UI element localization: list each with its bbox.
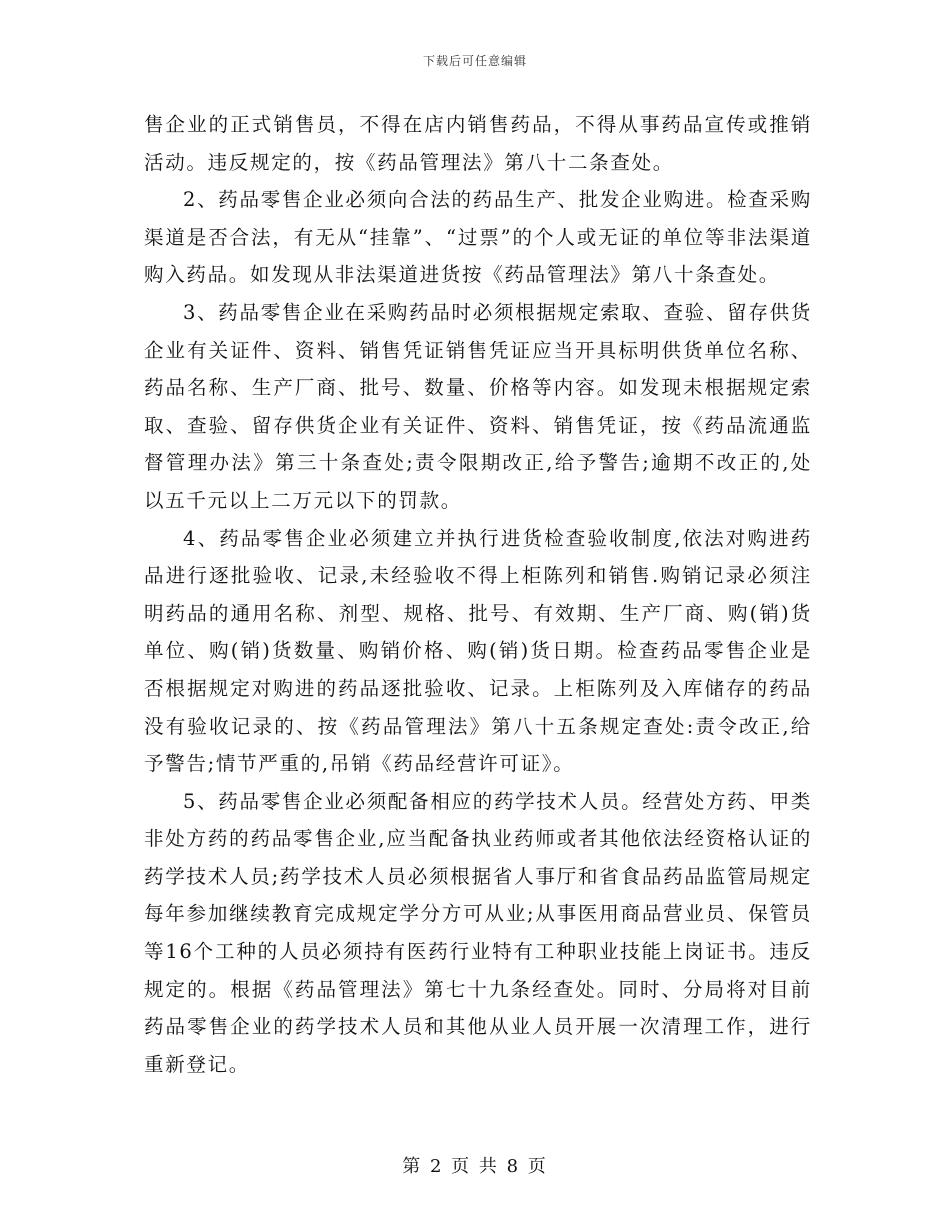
page-header: 下载后可任意编辑 <box>422 54 527 68</box>
paragraph-item-2: 2、药品零售企业必须向合法的药品生产、批发企业购进。检查采购渠道是否合法，有无从“挂靠”、“过票”的个人或无证的单位等非法渠道购入药品。如发现从非法渠道进货按《药品管理法》第八十条查处。 <box>144 188 812 287</box>
paragraph-item-5: 5、药品零售企业必须配备相应的药学技术人员。经营处方药、甲类非处方药的药品零售企业,应当配备执业药师或者其他依法经资格认证的药学技术人员;药学技术人员必须根据省人事厅和省食品药品监管局规定每年参加继续教育完成规定学分方可从业;从事医用商品营业员、保管员等16个工种的人员必须持有医药行业特有工种职业技能上岗证书。违反规定的。根据《药品管理法》第七十九条经查处。同时、分局将对目前药品零售企业的药学技术人员和其他从业人员开展一次清理工作，进行重新登记。 <box>144 789 812 1076</box>
document-body <box>144 106 812 1083</box>
page-footer: 第 2 页 共 8 页 <box>402 1156 548 1177</box>
paragraph-item-4: 4、药品零售企业必须建立并执行进货检查验收制度,依法对购进药品进行逐批验收、记录,未经验收不得上柜陈列和销售.购销记录必须注明药品的通用名称、剂型、规格、批号、有效期、生产厂商、购(销)货单位、购(销)货数量、购销价格、购(销)货日期。检查药品零售企业是否根据规定对购进的药品逐批验收、记录。上柜陈列及入库储存的药品没有验收记录的、按《药品管理法》第八十五条规定查处:责令改正,给予警告;情节严重的,吊销《药品经营许可证》。 <box>144 526 812 776</box>
paragraph-item-3: 3、药品零售企业在采购药品时必须根据规定索取、查验、留存供货企业有关证件、资料、销售凭证销售凭证应当开具标明供货单位名称、药品名称、生产厂商、批号、数量、价格等内容。如发现未根据规定索取、查验、留存供货企业有关证件、资料、销售凭证，按《药品流通监督管理办法》第三十条查处;责令限期改正,给予警告;逾期不改正的,处以五千元以上二万元以下的罚款。 <box>144 300 812 512</box>
paragraph-continuation: 售企业的正式销售员，不得在店内销售药品，不得从事药品宣传或推销活动。违反规定的，按《药品管理法》第八十二条查处。 <box>144 113 812 174</box>
